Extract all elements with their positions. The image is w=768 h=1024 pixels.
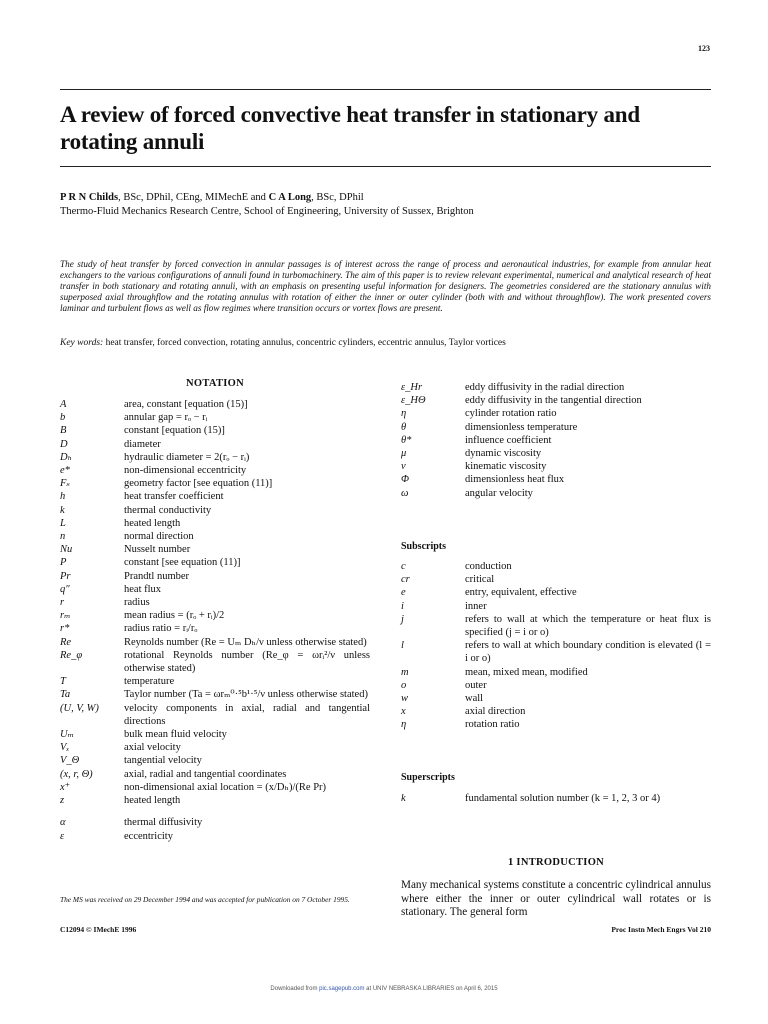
symbol: j [401,613,404,625]
symbol: Vₓ [60,742,70,754]
symbol-row [401,421,711,434]
symbol-row [60,556,370,569]
symbol-row [60,530,370,543]
notation-list-right [401,381,711,500]
symbol-row [60,816,370,829]
symbol-row [60,781,370,794]
symbol: w [401,693,409,705]
symbol-row [60,583,370,596]
copyright-code: C12094 © IMechE 1996 [60,925,137,934]
symbol-definition: outer [465,679,487,691]
download-notice [0,986,768,992]
symbol-definition: heat flux [124,583,162,595]
symbol-row [60,702,370,728]
symbol-row [60,517,370,530]
symbol: T [60,676,66,688]
symbol-row [60,504,370,517]
symbol-row [60,398,370,411]
symbol: o [401,679,407,691]
keywords [60,337,711,349]
symbol-definition: eddy diffusivity in the radial direction [465,382,625,393]
symbol: x⁺ [60,781,71,793]
symbol-definition: Prandtl number [124,570,190,582]
symbol-row [60,622,370,635]
symbol: P [60,557,67,569]
symbol-definition: dimensionless heat flux [465,474,565,486]
symbol-definition: mean radius = (rₒ + rᵢ)/2 [124,610,225,622]
symbol-definition: rotation ratio [465,719,520,731]
symbol-row [60,636,370,649]
symbol-row [60,649,370,675]
abstract: The study of heat transfer by forced convection in annular passages is of interest across the range of process and aeronautical industries, for example from annular heat exchangers to the various configurations of annuli found in turbomachinery. The aim of this paper is to review relevant experimental, numerical and analytical research of heat transfer in both stationary and rotating annuli, with an emphasis on presenting useful information for designers. The geometries considered are the stationary annulus with superposed axial throughflow and the rotating annulus with rotation of either the inner or outer cylinder (both with and without throughflow). The work presented covers laminar and turbulent flows as well as flow regimes where transition occurs or vortex flows are present. [60,259,711,313]
symbol: (x, r, Θ) [60,768,93,780]
symbol: e [401,587,406,599]
symbol: r [60,597,65,609]
symbol-row [401,434,711,447]
symbol-row [401,381,711,394]
symbol-definition: tangential velocity [124,755,202,767]
received-footnote: The MS was received on 29 December 1994 and was accepted for publication on 7 October 1995. [60,895,350,904]
symbol-row [60,830,370,843]
symbol: e* [60,465,70,477]
superscripts-list [401,792,711,805]
symbol: L [60,517,66,529]
symbol-row [401,692,711,705]
symbol-definition: heated length [124,795,181,807]
symbol-definition: fundamental solution number (k = 1, 2, 3 or 4) [465,793,661,804]
symbol-row [401,639,711,665]
symbol-row [60,754,370,767]
symbol: k [401,793,406,804]
author-name: C A Long [268,192,312,203]
symbol: z [60,795,65,807]
symbol: Ta [60,689,71,701]
symbol-definition: critical [465,574,495,586]
symbol-row [60,477,370,490]
symbol-row [60,675,370,688]
symbol: l [401,640,404,652]
symbol: α [60,817,66,829]
symbol-row [60,728,370,741]
symbol: D [60,438,68,450]
symbol-definition: hydraulic diameter = 2(rₒ − rᵢ) [124,451,250,463]
symbol: Pr [60,570,71,582]
symbol: h [60,491,66,503]
download-suffix: at UNIV NEBRASKA LIBRARIES on April 6, 2015 [364,986,498,992]
symbol-definition: rotational Reynolds number (Re_φ = ωrᵢ²/ν unless otherwise stated) [124,649,370,675]
symbol-definition: kinematic viscosity [465,461,547,473]
symbol-definition: annular gap = rₒ − rᵢ [124,412,208,424]
symbol: ε_Hr [401,382,423,393]
symbol-definition: constant [equation (15)] [124,425,225,437]
author-name: P R N Childs [60,192,119,203]
symbol-definition: inner [465,600,487,612]
article-title: A review of forced convective heat transfer in stationary and rotating annuli [60,102,640,154]
symbol-row [60,794,370,807]
symbol-row [401,487,711,500]
keywords-label: Key words: [60,338,104,348]
symbol-definition: entry, equivalent, effective [465,587,577,599]
symbol: η [401,408,407,420]
symbol-row [60,596,370,609]
symbol-definition: angular velocity [465,487,533,499]
symbol-row [401,447,711,460]
symbol: A [60,399,67,410]
symbol: n [60,531,66,543]
journal-reference: Proc Instn Mech Engrs Vol 210 [611,925,711,934]
symbol-definition: axial direction [465,706,526,718]
symbol-definition: influence coefficient [465,434,552,446]
download-prefix: Downloaded from [270,986,320,992]
symbol-row [401,718,711,731]
symbol-definition: area, constant [equation (15)] [124,399,248,410]
symbol-row [401,573,711,586]
symbol-definition: normal direction [124,531,194,543]
symbol: ε [60,830,65,842]
symbol-row [401,666,711,679]
symbol-definition: axial, radial and tangential coordinates [124,768,287,780]
symbol-row [60,768,370,781]
symbol: r* [60,623,70,635]
symbol-definition: radius ratio = rᵢ/rₒ [124,623,198,635]
symbol-definition: dynamic viscosity [465,448,542,460]
page-number: 123 [698,44,710,53]
symbol-definition: eddy diffusivity in the tangential direction [465,395,642,407]
symbol: V_Θ [60,755,80,767]
symbol-row [401,407,711,420]
affiliation: Thermo-Fluid Mechanics Research Centre, School of Engineering, University of Sussex, Brighton [60,206,474,217]
symbol-definition: dimensionless temperature [465,421,578,433]
symbol-row [401,792,711,805]
introduction-text: Many mechanical systems constitute a concentric cylindrical annulus where either the inner or outer cylindrical wall rotates or is stationary. The general form [401,879,711,918]
symbol-row [401,473,711,486]
symbol-row [60,438,370,451]
symbol-definition: non-dimensional eccentricity [124,465,247,477]
symbol: c [401,561,406,572]
symbol-definition: wall [465,693,484,705]
symbol-definition: temperature [124,676,175,688]
symbol: Re_φ [60,649,83,661]
symbol-definition: constant [see equation (11)] [124,557,241,569]
symbol: ε_HΘ [401,395,426,407]
symbol-definition: bulk mean fluid velocity [124,729,227,741]
symbol-definition: Nusselt number [124,544,191,556]
notation-heading: NOTATION [185,378,245,389]
symbol-row [60,741,370,754]
authors [60,191,364,205]
symbol-row [401,705,711,718]
symbol: ν [401,461,406,473]
symbol-row [401,600,711,613]
symbol-definition: conduction [465,561,512,572]
superscripts-heading: Superscripts [401,772,455,783]
download-link[interactable]: pic.sagepub.com [319,986,365,992]
introduction-heading: 1 INTRODUCTION [507,857,605,868]
symbol-row [60,543,370,556]
symbol: Uₘ [60,729,75,741]
symbol: Fₛ [60,478,70,490]
symbol-row [60,464,370,477]
symbol-row [401,679,711,692]
symbol: Nu [60,544,73,556]
symbol-definition: refers to wall at which the temperature or heat flux is specified (j = i or o) [465,613,711,639]
symbol-definition: geometry factor [see equation (11)] [124,478,273,490]
symbol-row [60,424,370,437]
symbol-definition: axial velocity [124,742,181,754]
symbol-row [60,451,370,464]
symbol: θ [401,421,407,433]
symbol-definition: mean, mixed mean, modified [465,666,588,678]
symbol-definition: cylinder rotation ratio [465,408,557,420]
symbol: m [401,666,409,678]
keywords-text: heat transfer, forced convection, rotating annulus, concentric cylinders, eccentric annulus, Taylor vortices [103,338,506,348]
symbol-definition: refers to wall at which boundary condition is elevated (l = i or o) [465,640,711,665]
symbol-row [60,570,370,583]
symbol-row [60,688,370,701]
symbol: ω [401,487,409,499]
symbol: b [60,412,66,424]
symbol-definition: Taylor number (Ta = ωrₘ⁰·⁵b¹·⁵/ν unless otherwise stated) [124,689,368,701]
symbol-row [60,807,370,816]
symbol: cr [401,574,410,586]
symbol-row [401,613,711,639]
symbol: η [401,719,407,731]
symbol-row [401,560,711,573]
symbol-row [401,460,711,473]
symbol-row [60,411,370,424]
notation-list-left [60,398,370,843]
symbol-definition: velocity components in axial, radial and tangential directions [124,702,370,727]
symbol-definition: heat transfer coefficient [124,491,224,503]
symbol: θ* [401,434,412,446]
symbol-row [401,394,711,407]
symbol-row [60,609,370,622]
author-qualifications: , BSc, DPhil [311,192,364,203]
symbol: Φ [401,474,409,486]
symbol-definition: thermal conductivity [124,504,212,516]
subscripts-heading: Subscripts [401,541,447,552]
symbol: Dₕ [60,451,73,463]
symbol-definition: eccentricity [124,830,173,842]
symbol-row [60,490,370,503]
symbol: x [401,706,406,718]
author-qualifications: , BSc, DPhil, CEng, MIMechE and [118,192,269,203]
symbol-definition: radius [124,597,150,609]
subscripts-list [401,560,711,732]
symbol-definition: heated length [124,517,181,529]
symbol-row [401,586,711,599]
symbol: B [60,425,67,437]
symbol: k [60,504,65,516]
symbol-definition: Reynolds number (Re = Uₘ Dₕ/ν unless otherwise stated) [124,636,367,648]
symbol-definition: thermal diffusivity [124,817,203,829]
symbol-definition: diameter [124,438,161,450]
symbol-definition: non-dimensional axial location = (x/Dₕ)/(Re Pr) [124,781,327,793]
symbol: μ [401,448,407,460]
symbol: rₘ [60,610,71,622]
symbol: q″ [60,583,70,595]
header-rule [60,89,711,90]
symbol: (U, V, W) [60,702,99,714]
title-rule [60,166,711,167]
symbol: i [401,600,404,612]
symbol: Re [60,636,72,648]
